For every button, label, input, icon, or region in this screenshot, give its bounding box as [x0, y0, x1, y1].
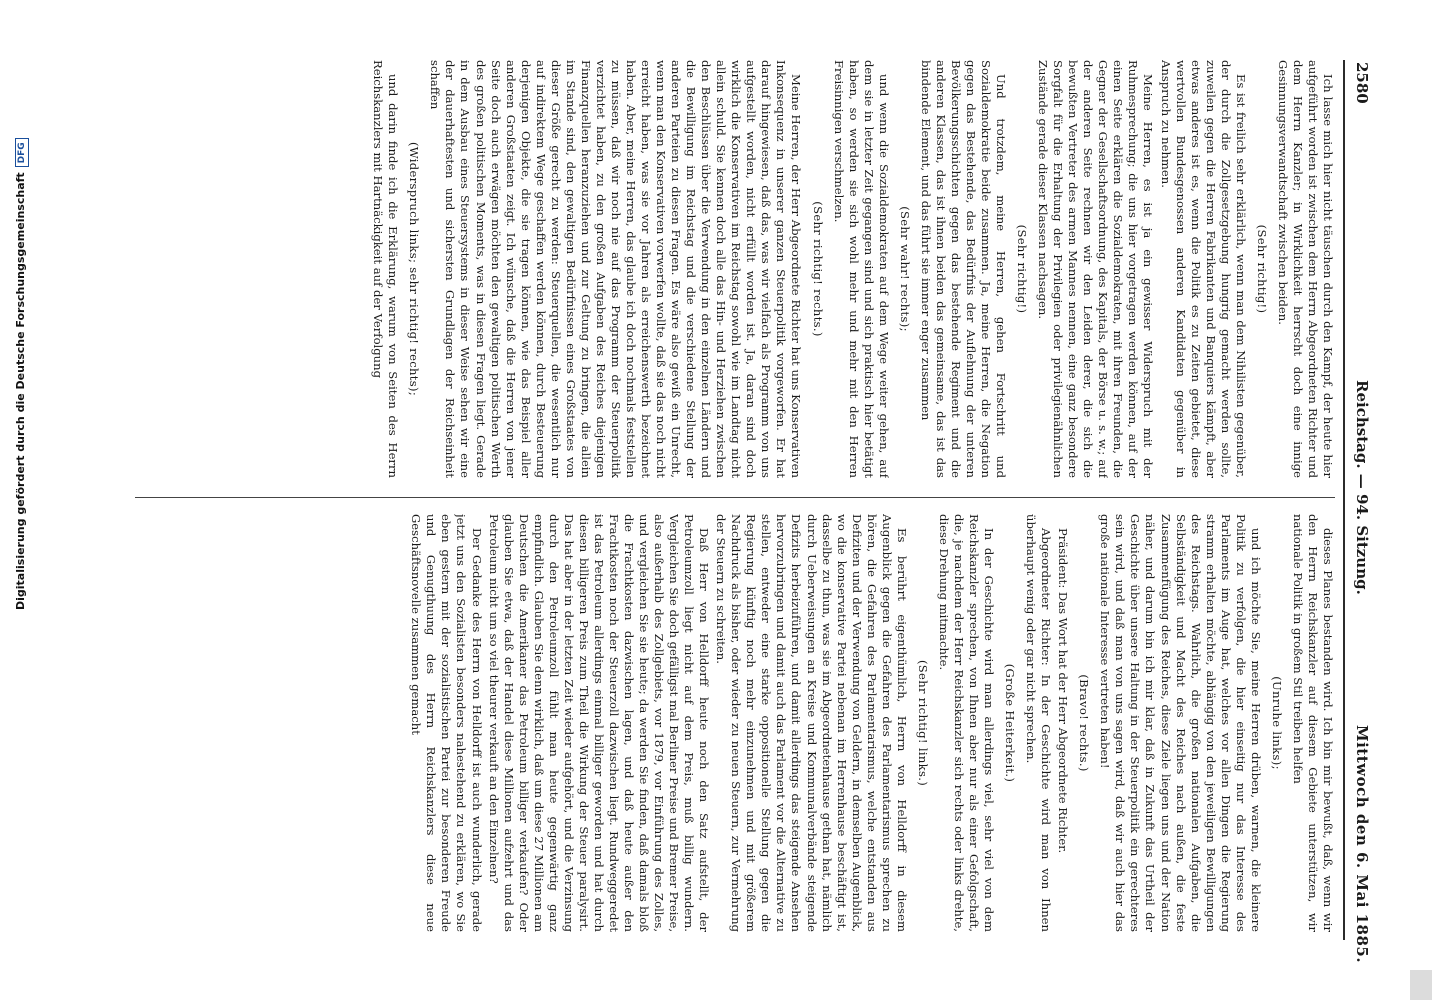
interjection: (Große Heiterkeit.) — [1003, 663, 1018, 783]
paragraph: Es ist freilich sehr erklärlich, wenn man dem Nihilisten gegenüber, der durch die Zollgesetzgebung hungrig gemacht werden sollte, zuweilen gegen die Herren Fabrikanten und Banquiers kämpft, aber etwas anderes ist es, wenn die Politik es zu Zeiten gebietet, diese wertvollen Bundesgenossen anderen Kandidaten gegenüber in Anspruch zu nehmen. — [1158, 60, 1248, 478]
interjection: (Widerspruch links; sehr richtig! rechts); — [407, 141, 422, 397]
paragraph: und wenn die Sozialdemokraten auf dem Wege weiter gehen, auf dem sie in letzter Zeit gegangen sind und sich praktisch hier betätigt haben, so werden sie sich wohl mehr und mehr mit den Herren Freisinnigen verschmelzen. — [831, 60, 891, 478]
page-number: 2580 — [1353, 62, 1371, 104]
paragraph: Präsident: Das Wort hat der Herr Abgeordnete Richter. — [1056, 528, 1071, 854]
credit-text: Digitalisierung gefördert durch die Deutsche Forschungsgemeinschaft — [14, 172, 27, 610]
dfg-logo-icon: DFG — [15, 138, 29, 167]
paragraph: Der Gedanke des Herrn von Helldorff ist auch wunderlich, gerade jetzt uns den Sozialisten besonders nahestehend zu erklären, wo Sie eben gestern mit der sozialistischen Partei zur besonderen Freude und Genugthuung des Herrn Reichskanzlers diese neue Geschäftsnovelle zusammen gemacht — [409, 514, 484, 932]
header-date: Mittwoch den 6. Mai 1885. — [1353, 725, 1371, 964]
paragraph: Abgeordneter Richter: In der Geschichte wird man von Ihnen überhaupt wenig oder gar nicht sprechen. — [1024, 514, 1054, 932]
paragraph: Und trotzdem, meine Herren, gehen Fortschritt und Sozialdemokratie beide zusammen. Ja, meine Herren, die Negation gegen das Bestehende, das Bedürfnis der Auflehnung der unteren Bevölkerungsschichten gegen das bestehende Regiment und die anderen Klassen, das ist ihnen beiden das gemeinsame, das ist das bindende Element, und das führt sie immer enger zusammen — [918, 60, 1009, 478]
header-rule — [1343, 60, 1345, 940]
left-text-column — [135, 60, 1335, 478]
paragraph: Daß Herr von Helldorff heute noch den Satz aufstellt, der Petroleumzoll liegt nicht auf dem Preis, muß billig wundern. Vergleichen Sie doch gefälligst mal Berliner Preise und Bremer Preise, also außerhalb des Zollgebiets, vor 1879, vor Einführung des Zolles, und vergleichen Sie sie heute; da werden Sie finden, daß damals bloß die Frachtkosten dazwischen lagen, und daß heute außer den Frachtkosten noch der Steuerzoll dazwischen liegt. Rundweggeredet ist das Petroleum allerdings einmal billiger geworden und hat durch diesen billigeren Preis zum Theil die Wirkung der Steuer paralysirt. Das hat aber in der letzten Zeit wieder aufgehört, und die Verzinsung durch den Petroleumzoll fühlt man heute gegenwärtig ganz empfindlich. Glauben Sie denn wirklich, daß um diese 27 Millionen am Deutschen die Amerikaner das Petroleum billiger verkaufen? Oder glauben Sie etwa, daß der Handel diese Millionen aufzehrt und das Petroleum nicht um so viel theurer verkauft an den Einzelnen? — [486, 514, 712, 932]
page-header — [1345, 60, 1375, 964]
interjection: (Sehr richtig! links.) — [915, 659, 930, 787]
header-session-title: Reichstag. — 94. Sitzung. — [1353, 380, 1371, 595]
digitization-credit — [14, 138, 29, 610]
interjection: (Sehr wahr! rechts); — [897, 206, 912, 332]
paragraph: und ich möchte Sie, meine Herren drüben, warnen, die kleinere Politik zu verfolgen, die hier einseitig nur das Interesse des Parlaments im Auge hat, welches vor allen Dingen die Regierung stramm erhalten möchte, abhängig von den jeweiligen Bewilligungen des Reichstags. Wahrlich, die großen nationalen Aufgaben, die Selbständigkeit und Macht des Reiches nach außen, die feste Zusammenfügung des Reiches, diese Ziele liegen uns und der Nation näher, und darum bin ich mir klar, daß in Zukunft das Urtheil der Geschichte über unsere Haltung in der Steuerpolitik ein gerechteres sein wird, und daß man von uns sagen wird, daß wir auch hier das große nationale Interesse vertreten haben! — [1098, 514, 1263, 932]
right-text-column — [135, 514, 1335, 932]
paragraph: Ich lasse mich hier nicht täuschen durch den Kampf, der heute hier aufgeführt worden ist zwischen dem Herrn Abgeordneten Richter und dem Herrn Kanzler; in Wirklichkeit herrscht doch eine innige Gesinnungsverwandtschaft zwischen beiden. — [1275, 60, 1335, 478]
interjection: (Unruhe links); — [1269, 676, 1284, 770]
paragraph: In der Geschichte wird man allerdings viel, sehr viel von dem Reichskanzler sprechen, von Ihnen aber nur als einer Gefolgschaft, die, je nachdem der Herr Reichskanzler sich rechts oder links drehte, diese Drehung mitmachte. — [936, 514, 997, 932]
scan-edge — [1410, 970, 1432, 1000]
paragraph: Meine Herren, der Herr Abgeordnete Richter hat uns Konservativen Inkonsequenz in unserer ganzen Steuerpolitik vorgeworfen. Er hat darauf hingewiesen, daß das, was wir vielfach als Programm von uns aufgestellt worden, nicht erfüllt worden ist. Ja, daran sind doch wirklich die Konservativen im Reichstag sowohl wie im Landtag nicht allein schuld. Sie kennen doch alle das Hin- und Herziehen zwischen den Beschlüssen über die Verwendung in den einzelnen Ländern und die Bewilligung im Reichstag und die verschiedene Stellung der anderen Parteien zu diesen Fragen. Es wäre also gewiß ein Unrecht, wenn man den Konservativen vorwerfen wollte, daß sie das noch nicht erreicht haben, was sie vor Jahren als erreichenswerth bezeichnet haben. Aber, meine Herren, das glaube ich doch nochmals feststellen zu müssen, daß wir noch nie auf das Programm der Steuerpolitik verzichtet haben, zu den großen Aufgaben des Reiches diejenigen Finanzquellen heranzuziehen und zur Geltung zu bringen, die allein im Stande sind, den gewaltigen Bedürfnissen eines Großstaates von dieser Größe gerecht zu werden: Steuerquellen, die wesentlich nur auf indirektem Wege geschaffen werden können, durch Besteuerung derjenigen Objekte, die sie tragen können, wie das Beispiel aller anderen Großstaaten zeigt. Ich wünsche, daß die Herren von jener Seite doch auch erwägen möchten den gewaltigen politischen Werth des großen politischen Moments, was in diesen Fragen liegt. Gerade in dem Ausbau eines Steuersystems in dieser Weise sehen wir eine der dauerhaftesten und sichersten Grundlagen der Reichseinheit schaffen — [428, 60, 804, 478]
paragraph: Es berührt eigenthümlich, Herrn von Helldorff in diesem Augenblick gegen die Gefahren des Parlamentarismus sprechen zu hören, die Gefahren des Parlamentarismus, welche entstanden aus Defiziten und der Verwendung von Geldern, in demselben Augenblick, wo die konservative Partei nebenan im Herrenhause beschäftigt ist, dasselbe zu thun, was sie im Abgeordnetenhause gethan hat, nämlich durch Ueberweisungen an Kreise und Kommunalverbände steigende Defizits herbeizuführen, und damit allerdings das steigende Ansehen hervorzubringen und damit auch das Parlament vor die Alternative zu stellen, entweder eine starke oppositionelle Stellung gegen die Regierung künftig noch mehr einzunehmen und mit größerem Nachdruck als bisher, oder wieder zu neuen Steuern, zur Vermehrung der Steuern zu schreiten. — [714, 514, 909, 932]
paragraph: dieses Planes bestanden wird. Ich bin mir bewußt, daß, wenn wir den Herrn Reichskanzler auf diesem Gebiete unterstützen, wir nationale Politik in großem Stil treiben helfen — [1290, 514, 1335, 932]
interjection: (Bravo! rechts.) — [1077, 674, 1092, 772]
interjection: (Sehr richtig! rechts.) — [810, 201, 825, 337]
interjection: (Sehr richtig!) — [1015, 224, 1030, 314]
interjection: (Sehr richtig!) — [1254, 224, 1269, 314]
paragraph: Meine Herren, es ist ja ein gewisser Widerspruch mit der Ruhmesprechung; die uns hier vorgetragen werden können, auf der einen Seite erklären die Sozialdemokraten, mit ihren Freunden, die Gegner der Gesellschaftsordnung, des Kapitals, der Börse u. s. w.; auf der anderen Seite rechnen wir den Leiden derer, die sich die bewußten Vertreter des armen Mannes nennen, eine ganz besondere Sorgfalt für die Erhaltung der Privilegien oder privilegienähnlichen Zustände gerade dieser Klassen nachsagen. — [1036, 60, 1156, 478]
column-divider — [135, 497, 1335, 498]
paragraph: und darin finde ich die Erklärung, warum von Seiten des Herrn Reichskanzlers mit Hartnäckigkeit auf der Verfolgung — [371, 60, 401, 478]
newspaper-sheet — [120, 60, 1375, 964]
